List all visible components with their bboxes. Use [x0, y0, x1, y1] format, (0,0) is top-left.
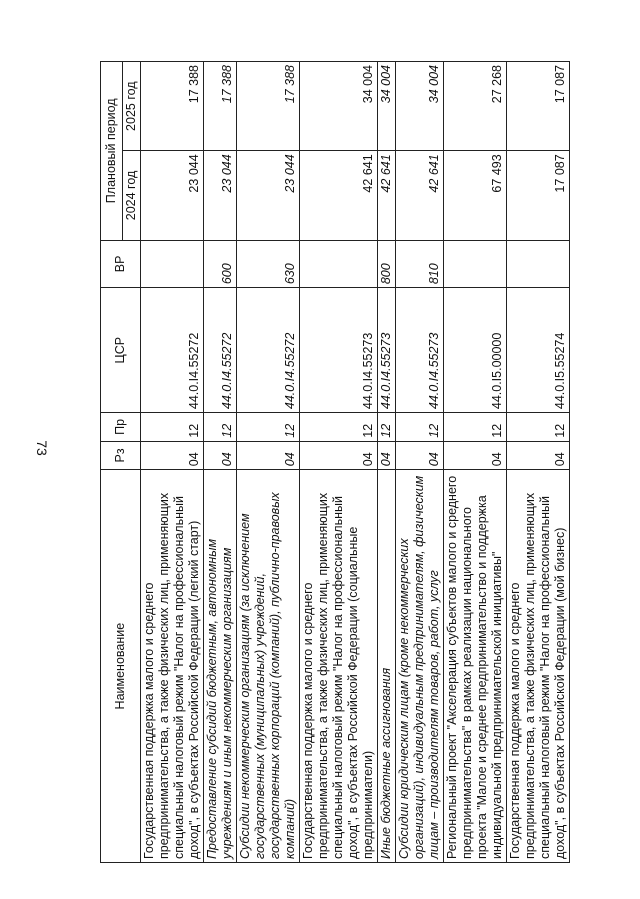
- table-row: [396, 62, 444, 863]
- row-2025: 17 388: [237, 62, 300, 151]
- row-vr: 800: [378, 240, 396, 288]
- row-2025: 27 268: [444, 62, 507, 151]
- row-pr: 12: [237, 413, 300, 442]
- row-rz: 04: [141, 441, 204, 470]
- row-rz: 04: [378, 441, 396, 470]
- header-rz: Рз: [101, 441, 141, 470]
- row-csr: 44.0.I5.00000: [444, 288, 507, 413]
- row-pr: 12: [378, 413, 396, 442]
- row-pr: 12: [396, 413, 444, 442]
- table-row: [444, 62, 507, 863]
- page-number: 73: [33, 440, 50, 456]
- row-csr: 44.0.I4.55272: [141, 288, 204, 413]
- row-2025: 17 388: [141, 62, 204, 151]
- row-2025: 17 388: [204, 62, 237, 151]
- row-2024: 42 641: [396, 151, 444, 240]
- row-2024: 67 493: [444, 151, 507, 240]
- row-vr: 600: [204, 240, 237, 288]
- row-name: Государственная поддержка малого и среднего предпринимательства, а также физических лиц, применяющих специальный налоговый режим "Налог на профессиональный доход", в субъектах Российской Федерации (мой бизнес): [507, 470, 570, 863]
- row-name: Государственная поддержка малого и среднего предпринимательства, а также физических лиц, применяющих специальный налоговый режим "Налог на профессиональный доход", в субъектах Российской Федерации (легкий старт): [141, 470, 204, 863]
- row-vr: [141, 240, 204, 288]
- row-rz: 04: [444, 441, 507, 470]
- row-vr: 630: [237, 240, 300, 288]
- row-2025: 34 004: [300, 62, 378, 151]
- row-name: Предоставление субсидий бюджетным, автономным учреждениям и иным некоммерческим организациям: [204, 470, 237, 863]
- row-name: Субсидии некоммерческим организациям (за исключением государственных (муниципальных) учреждений, государственных корпораций (компаний), публично-правовых компаний): [237, 470, 300, 863]
- row-vr: [444, 240, 507, 288]
- row-csr: 44.0.I4.55273: [300, 288, 378, 413]
- table-row: [300, 62, 378, 863]
- row-vr: [300, 240, 378, 288]
- row-rz: 04: [396, 441, 444, 470]
- table-row: [378, 62, 396, 863]
- row-csr: 44.0.I4.55273: [396, 288, 444, 413]
- row-csr: 44.0.I5.55274: [507, 288, 570, 413]
- row-2024: 42 641: [378, 151, 396, 240]
- row-csr: 44.0.I4.55273: [378, 288, 396, 413]
- row-2025: 34 004: [396, 62, 444, 151]
- budget-table: [100, 61, 570, 863]
- table-row: [204, 62, 237, 863]
- header-name: Наименование: [101, 470, 141, 863]
- row-name: Субсидии юридическим лицам (кроме некоммерческих организаций), индивидуальным предпринимателям, физическим лицам – производителям товаров, работ, услуг: [396, 470, 444, 863]
- row-name: Иные бюджетные ассигнования: [378, 470, 396, 863]
- row-csr: 44.0.I4.55272: [204, 288, 237, 413]
- table-row: [141, 62, 204, 863]
- row-vr: 810: [396, 240, 444, 288]
- row-pr: 12: [507, 413, 570, 442]
- row-pr: 12: [204, 413, 237, 442]
- table-body: [141, 62, 570, 863]
- header-year-2024: 2024 год: [123, 151, 141, 240]
- header-year-2025: 2025 год: [123, 62, 141, 151]
- row-pr: 12: [444, 413, 507, 442]
- row-2025: 34 004: [378, 62, 396, 151]
- row-2024: 17 087: [507, 151, 570, 240]
- row-pr: 12: [300, 413, 378, 442]
- row-name: Региональный проект "Акселерация субъектов малого и среднего предпринимательства" в рамках реализации национального проекта "Малое и среднее предпринимательство и поддержка индивидуальной предпринимательской инициативы": [444, 470, 507, 863]
- header-csr: ЦСР: [101, 288, 141, 413]
- row-rz: 04: [300, 441, 378, 470]
- row-rz: 04: [237, 441, 300, 470]
- table-row: [507, 62, 570, 863]
- header-pr: Пр: [101, 413, 141, 442]
- header-vr: ВР: [101, 240, 141, 288]
- row-2024: 23 044: [237, 151, 300, 240]
- row-2025: 17 087: [507, 62, 570, 151]
- header-planned-period: Плановый период: [101, 62, 123, 241]
- row-rz: 04: [204, 441, 237, 470]
- row-pr: 12: [141, 413, 204, 442]
- row-csr: 44.0.I4.55272: [237, 288, 300, 413]
- row-2024: 23 044: [204, 151, 237, 240]
- budget-table-container: [100, 61, 567, 863]
- table-row: [237, 62, 300, 863]
- row-name: Государственная поддержка малого и среднего предпринимательства, а также физических лиц, применяющих специальный налоговый режим "Налог на профессиональный доход", в субъектах Российской Федерации (социальные предприниматели): [300, 470, 378, 863]
- row-rz: 04: [507, 441, 570, 470]
- row-2024: 42 641: [300, 151, 378, 240]
- row-2024: 23 044: [141, 151, 204, 240]
- row-vr: [507, 240, 570, 288]
